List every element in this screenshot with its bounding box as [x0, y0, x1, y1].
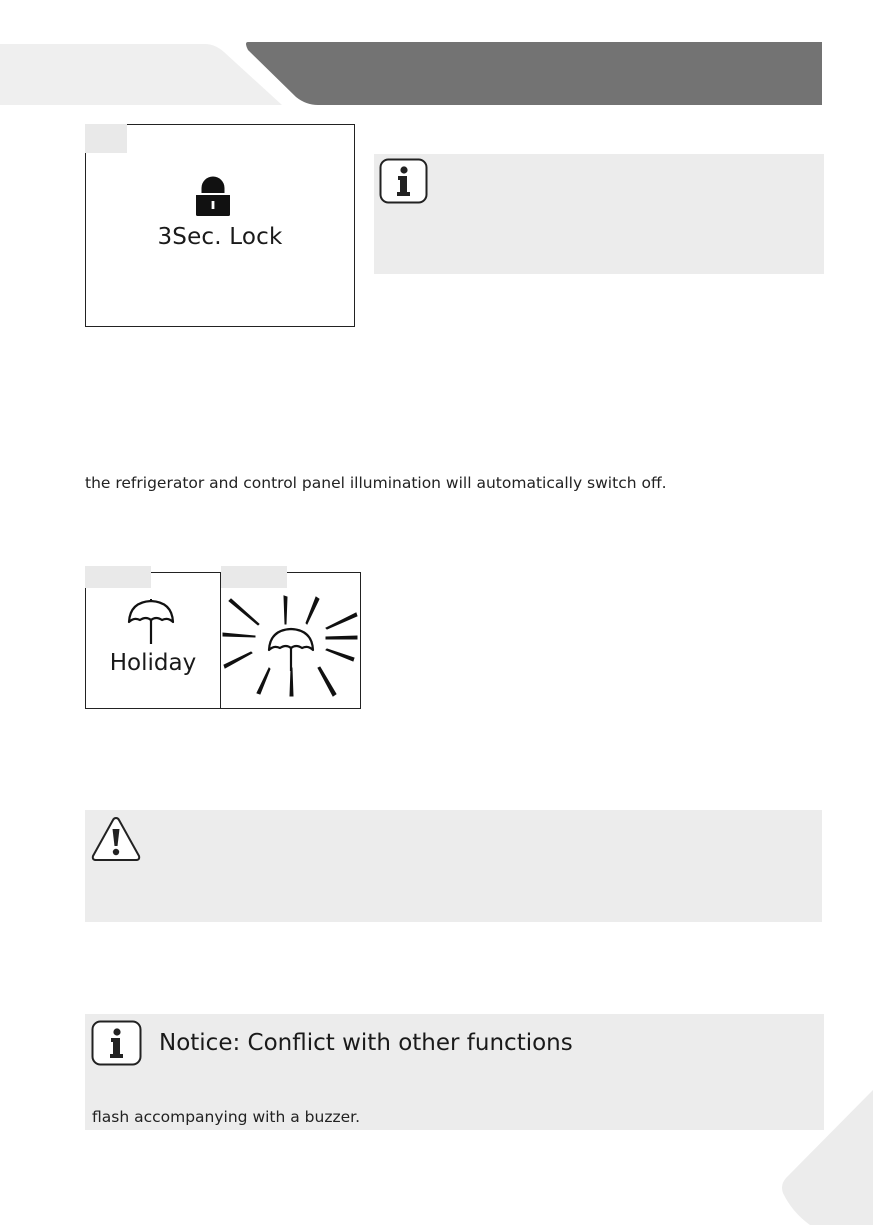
- padlock-icon: [193, 175, 233, 219]
- header-tab-light: [0, 44, 282, 105]
- warning-icon: [90, 815, 142, 863]
- lock-display-tab: [85, 124, 127, 153]
- header-tab-dark: [246, 42, 822, 105]
- page-corner-decoration: [780, 1090, 873, 1225]
- page-header: [0, 0, 873, 120]
- body-paragraph: the refrigerator and control panel illumination will automatically switch off.: [85, 474, 667, 492]
- holiday-display-label: Holiday: [109, 650, 197, 676]
- flashing-umbrella-icon: [220, 572, 361, 709]
- holiday-display-tab: [85, 566, 151, 588]
- info-icon: [91, 1020, 142, 1066]
- info-icon: [379, 158, 428, 204]
- notice-text: flash accompanying with a buzzer.: [92, 1108, 361, 1126]
- warning-box: [85, 810, 822, 922]
- notice-title: Notice: Conflict with other functions: [159, 1030, 573, 1056]
- info-box: [374, 154, 824, 274]
- umbrella-icon: [126, 598, 176, 646]
- lock-display-label: 3Sec. Lock: [157, 224, 283, 250]
